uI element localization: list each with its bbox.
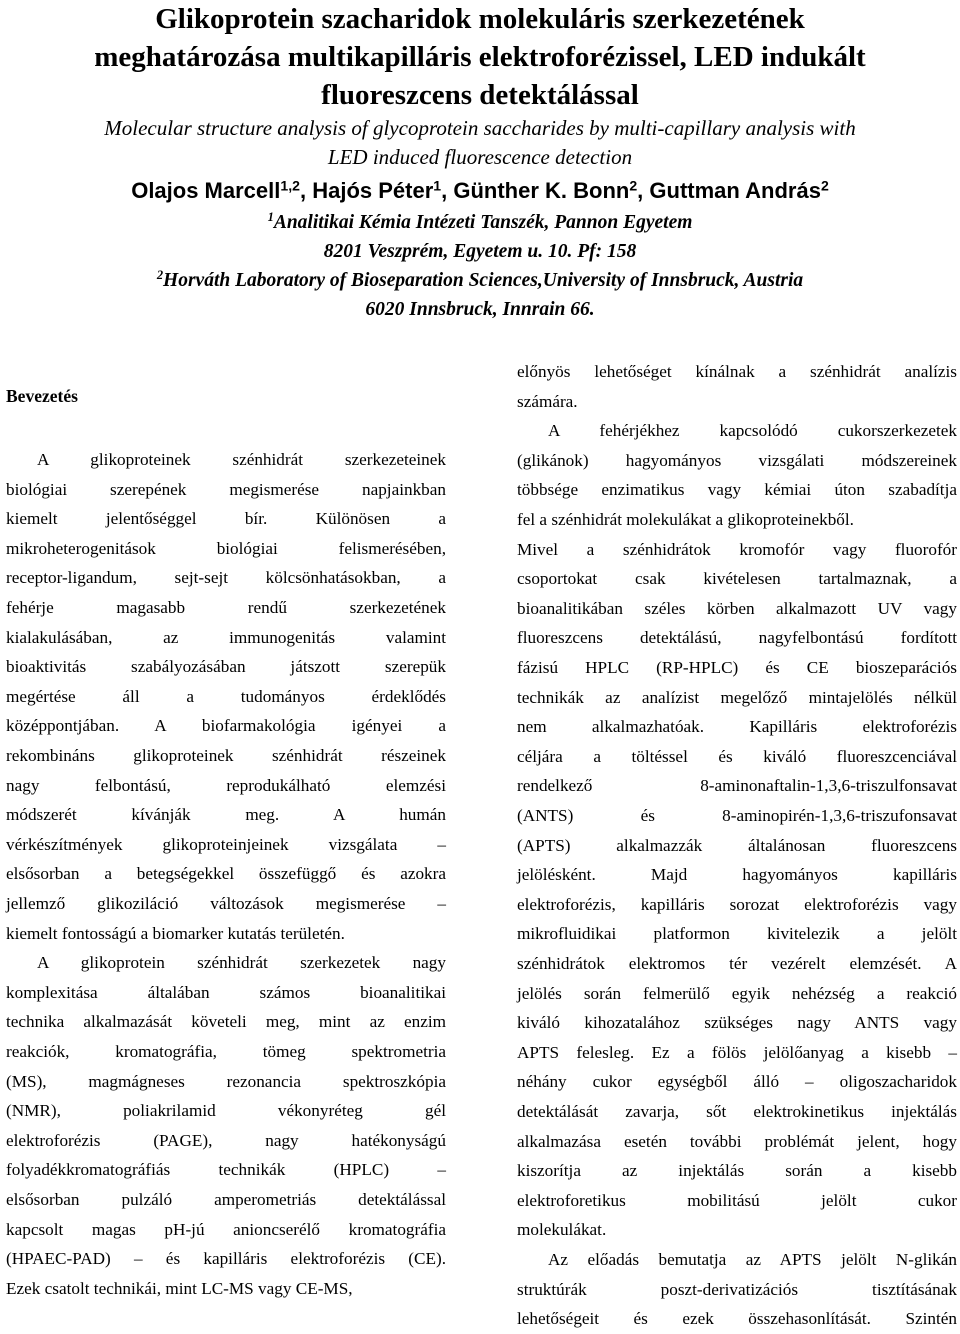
text-line: módszerét kívánják meg. A humán [6, 805, 446, 825]
author-separator: , [441, 178, 454, 203]
text-line: komplexitása általában számos bioanalitikai [6, 982, 446, 1002]
text-line: struktúrák poszt-derivatizációs tisztításának [517, 1279, 957, 1299]
text-line: technika alkalmazását követeli meg, mint az enzim [6, 1012, 446, 1032]
text-line: nem alkalmazhatóak. Kapilláris elektroforézis [517, 717, 957, 737]
affiliation-2 [0, 266, 960, 324]
text-line: biológiai szerepének megismerése napjainkban [6, 479, 446, 499]
author-affiliation-mark: 1 [433, 177, 442, 194]
text-line: APTS felesleg. Ez a fölös jelölőanyag a kisebb – [517, 1042, 957, 1062]
english-title-line-2: LED induced fluorescence detection [327, 145, 633, 169]
text-line: (APTS) alkalmazzák általánosan fluoreszcens [517, 835, 957, 855]
text-line: elektroforézis (PAGE), nagy hatékonyságú [6, 1130, 446, 1150]
text-line: jellemző glikoziláció változások megismerése – [6, 894, 446, 913]
affiliation-institute: Horváth Laboratory of Bioseparation Sciences,University of Innsbruck, Austria [163, 270, 804, 291]
text-line: számára. [517, 391, 578, 411]
author-affiliation-mark: 2 [629, 177, 638, 194]
title-line-1: Glikoprotein szacharidok molekuláris szerkezetének [155, 3, 805, 35]
text-line: rendelkező 8-aminonaftalin-1,3,6-triszulfonsavat [517, 776, 957, 796]
text-line: lehetőségeit és ezek összehasonlítását. Szintén [517, 1309, 957, 1329]
text-line: többsége enzimatikus vagy kémiai úton szabadítja [517, 480, 957, 500]
text-line: folyadékkromatográfiás technikák (HPLC) – [6, 1160, 446, 1180]
text-line: Mivel a szénhidrátok kromofór vagy fluorofór [517, 539, 957, 559]
text-line: A glikoproteinek szénhidrát szerkezeteinek [37, 450, 446, 469]
author-name: Günther K. Bonn [453, 178, 630, 203]
text-line: rekombináns glikoproteinek szénhidrát részeinek [6, 746, 446, 765]
text-line: előnyös lehetőséget kínálnak a szénhidrát analízis [517, 362, 957, 381]
text-line: kiemelt fontosságú a biomarker kutatás területén. [6, 923, 345, 943]
text-line: jelölésként. Majd hagyományos kapilláris [517, 865, 957, 885]
title-line-2: meghatározása multikapilláris elektroforézissel, LED indukált [94, 41, 866, 73]
author-name: Hajós Péter [312, 178, 434, 203]
text-line: fehérje magasabb rendű szerkezetének [6, 598, 446, 617]
text-line: Ezek csatolt technikái, mint LC-MS vagy CE-MS, [6, 1278, 353, 1298]
affiliation-1 [0, 208, 960, 266]
text-line: fázisú HPLC (RP-HPLC) és CE bioszeparációs [517, 658, 957, 677]
text-line: elektroforézis, kapilláris sorozat elektroforézis vagy [517, 894, 957, 914]
affiliation-mark: 1 [267, 210, 274, 225]
text-line: detektálását zavarja, sőt elektrokinetikus injektálás [517, 1102, 957, 1121]
text-line: csoportokat csak kivételesen tartalmaznak, a [517, 569, 957, 589]
text-line: nagy felbontású, reprodukálható elemzési [6, 775, 446, 795]
text-line: kiemelt jelentőséggel bír. Különösen a [6, 509, 446, 529]
text-line: (glikánok) hagyományos vizsgálati módszereinek [517, 450, 957, 470]
text-line: fluoreszcens detektálású, nagyfelbontású fordított [517, 628, 957, 648]
title-line-3: fluoreszcens detektálással [321, 79, 639, 111]
text-line: szénhidrátok elektromos tér vezérelt elemzését. A [517, 954, 957, 973]
author-separator: , [299, 178, 313, 203]
text-line: Az előadás bemutatja az APTS jelölt N-glikán [548, 1250, 957, 1269]
text-line: kialakulásában, az immunogenitás valamint [6, 627, 446, 647]
paper-title [0, 0, 960, 114]
text-line: receptor-ligandum, sejt-sejt kölcsönhatásokban, a [6, 568, 446, 588]
text-line: elsősorban a betegségekkel összefüggő és azokra [6, 864, 446, 884]
text-line: A glikoprotein szénhidrát szerkezetek nagy [37, 953, 446, 973]
text-line: néhány cukor egységből álló – oligoszacharidok [517, 1072, 957, 1092]
author-name: Olajos Marcell [131, 178, 281, 203]
text-line: (MS), magmágneses rezonancia spektroszkópia [6, 1071, 446, 1091]
text-line: kiszorítja az injektálás során a kisebb [517, 1161, 957, 1181]
affiliation-address: 6020 Innsbruck, Innrain 66. [365, 299, 595, 320]
text-line: bioanalitikában széles körben alkalmazott UV vagy [517, 598, 957, 618]
text-line: mikroheterogenitások biológiai felismerésében, [6, 538, 446, 558]
english-title-line-1: Molecular structure analysis of glycoprotein saccharides by multi-capillary analysis with [104, 116, 856, 140]
text-line: (ANTS) és 8-aminopirén-1,3,6-triszufonsavat [517, 806, 957, 825]
text-line: kiváló kihozatalához szükséges nagy ANTS vagy [517, 1013, 957, 1033]
author-affiliation-mark: 2 [820, 177, 829, 194]
text-line: megértése áll a tudományos érdeklődés [6, 686, 446, 706]
text-line: elsősorban pulzáló amperometriás detektálással [6, 1190, 446, 1209]
text-line: technikák az analízist megelőző mintajelölés nélkül [517, 687, 957, 707]
text-line: A fehérjékhez kapcsolódó cukorszerkezetek [548, 421, 957, 441]
affiliation-address: 8201 Veszprém, Egyetem u. 10. Pf: 158 [323, 241, 637, 262]
text-line: reakciók, kromatográfia, tömeg spektrometria [6, 1042, 446, 1061]
affiliation-mark: 2 [156, 268, 164, 283]
author-list [0, 174, 960, 208]
text-line: céljára a töltéssel és kiváló fluoreszcenciával [517, 746, 957, 766]
text-line: jelölés során felmerülő egyik nehézség a reakció [517, 983, 957, 1003]
text-line: elektroforetikus mobilitású jelölt cukor [517, 1190, 957, 1210]
text-line: (HPAEC-PAD) – és kapilláris elektroforézis (CE). [6, 1249, 446, 1269]
english-title [0, 114, 960, 172]
text-line: vérkészítmények glikoproteinjeinek vizsgálata – [6, 834, 446, 854]
text-line: alkalmazása esetén további problémát jelent, hogy [517, 1131, 957, 1151]
text-line: mikrofluidikai platformon kivitelezik a jelölt [517, 924, 957, 944]
text-line: (NMR), poliakrilamid vékonyréteg gél [6, 1101, 446, 1121]
text-line: fel a szénhidrát molekulákat a glikoproteinekből. [517, 510, 854, 529]
paper-header [0, 0, 960, 324]
author-separator: , [637, 178, 650, 203]
text-line: kapcsolt magas pH-jú anioncserélő kromatográfia [6, 1219, 446, 1239]
author-name: Guttman András [649, 178, 821, 203]
affiliation-institute: Analitikai Kémia Intézeti Tanszék, Pannon Egyetem [273, 212, 693, 233]
text-line: molekulákat. [517, 1220, 607, 1240]
text-line: középpontjában. A biofarmakológia igényei a [6, 716, 446, 736]
text-line: bioaktivitás szabályozásában játszott szerepük [6, 657, 446, 677]
section-heading: Bevezetés [6, 386, 78, 406]
author-affiliation-mark: 1,2 [280, 177, 300, 194]
